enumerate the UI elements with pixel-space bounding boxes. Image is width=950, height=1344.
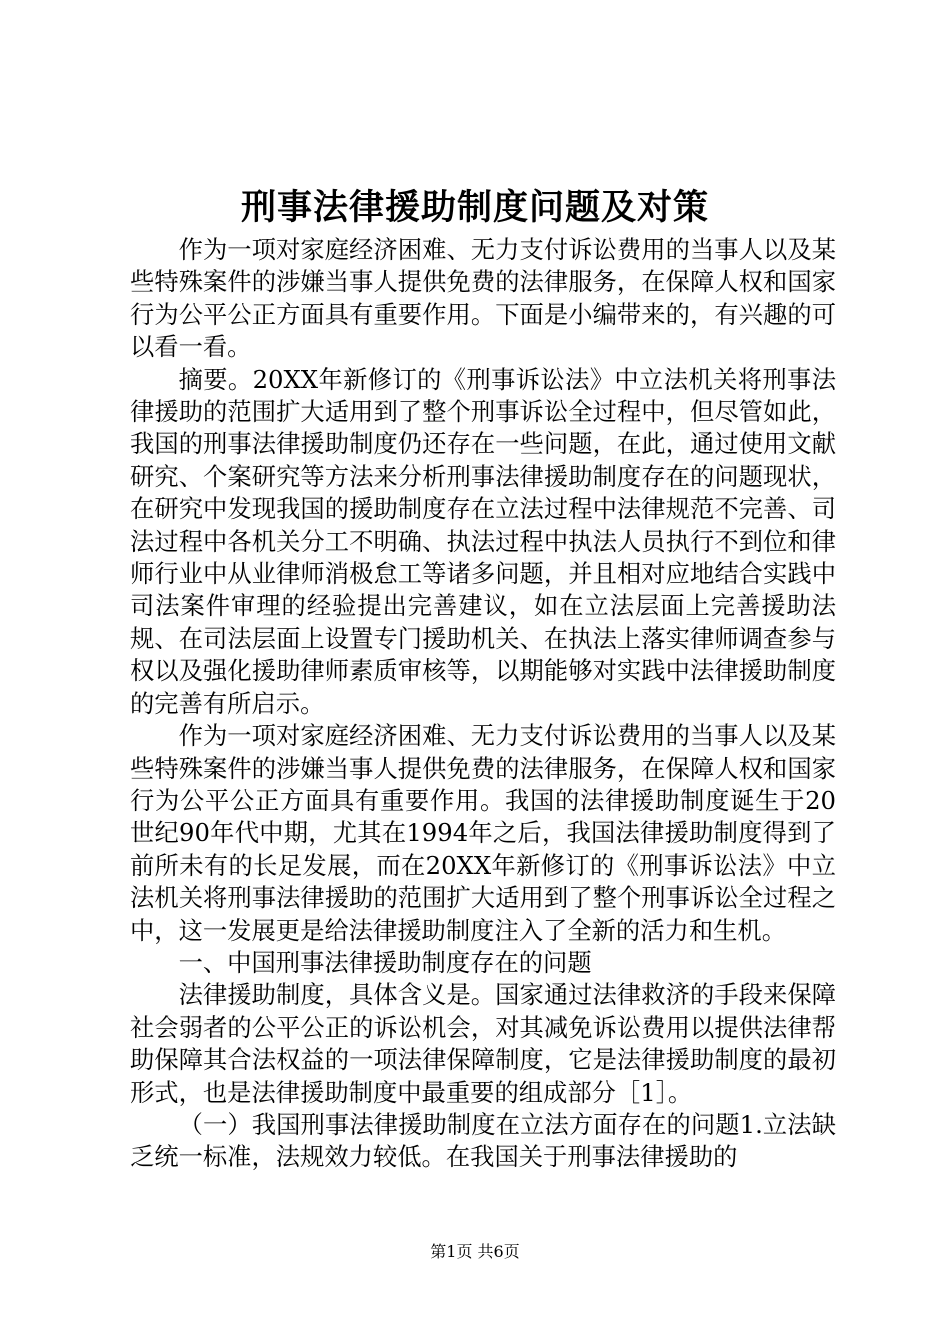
paragraph-intro: 作为一项对家庭经济困难、无力支付诉讼费用的当事人以及某些特殊案件的涉嫌当事人提供免费的法律服务，在保障人权和国家行为公平公正方面具有重要作用。下面是小编带来的，有兴趣的可以看一看。 [130, 235, 836, 362]
section-heading: 一、中国刑事法律援助制度存在的问题 [178, 947, 592, 977]
document-title: 刑事法律援助制度问题及对策 [240, 188, 709, 228]
page-number-footer: 第1页 共6页 [430, 1242, 520, 1261]
paragraph-abstract: 摘要。20XX年新修订的《刑事诉讼法》中立法机关将刑事法律援助的范围扩大适用到了整个刑事诉讼全过程中，但尽管如此，我国的刑事法律援助制度仍还存在一些问题，在此，通过使用文献研究、个案研究等方法来分析刑事法律援助制度存在的问题现状，在研究中发现我国的援助制度存在立法过程中法律规范不完善、司法过程中各机关分工不明确、执法过程中执法人员执行不到位和律师行业中从业律师消极怠工等诸多问题，并且相对应地结合实践中司法案件审理的经验提出完善建议，如在立法层面上完善援助法规、在司法层面上设置专门援助机关、在执法上落实律师调查参与权以及强化援助律师素质审核等，以期能够对实践中法律援助制度的完善有所启示。 [130, 364, 836, 718]
document-body [130, 234, 836, 1174]
paragraph-subsection: （一）我国刑事法律援助制度在立法方面存在的问题1.立法缺乏统一标准，法规效力较低。在我国关于刑事法律援助的 [130, 1109, 836, 1172]
paragraph-definition: 法律援助制度，具体含义是。国家通过法律救济的手段来保障社会弱者的公平公正的诉讼机会，对其减免诉讼费用以提供法律帮助保障其合法权益的一项法律保障制度，它是法律援助制度的最初形式，也是法律援助制度中最重要的组成部分［1］。 [130, 980, 836, 1107]
paragraph-background: 作为一项对家庭经济困难、无力支付诉讼费用的当事人以及某些特殊案件的涉嫌当事人提供免费的法律服务，在保障人权和国家行为公平公正方面具有重要作用。我国的法律援助制度诞生于20世纪90年代中期，尤其在1994年之后，我国法律援助制度得到了前所未有的长足发展，而在20XX年新修订的《刑事诉讼法》中立法机关将刑事法律援助的范围扩大适用到了整个刑事诉讼全过程之中，这一发展更是给法律援助制度注入了全新的活力和生机。 [130, 721, 836, 945]
